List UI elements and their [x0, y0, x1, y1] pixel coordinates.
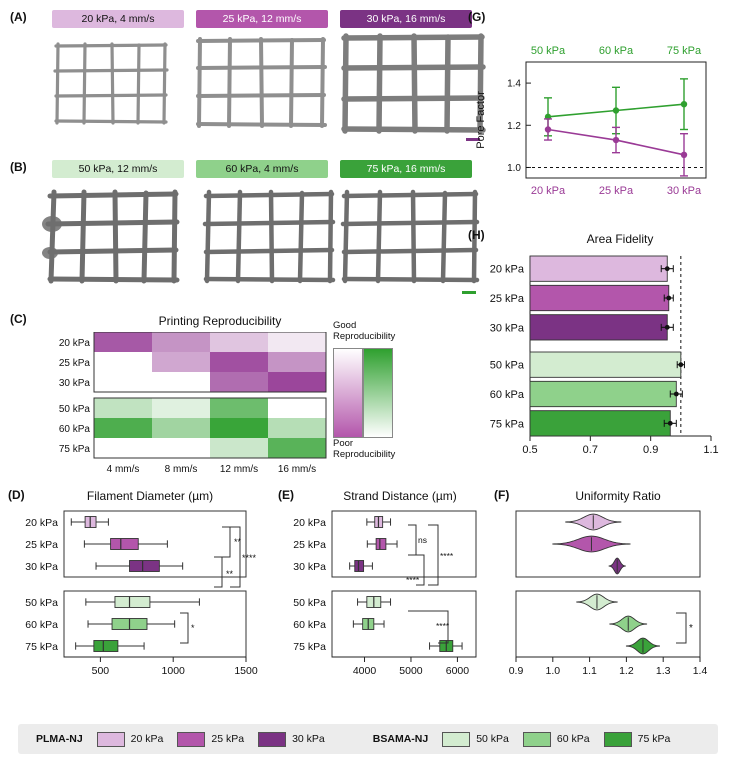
svg-text:1.0: 1.0: [507, 162, 521, 174]
panel-label-h: (H): [468, 228, 485, 242]
svg-text:1.4: 1.4: [507, 78, 521, 90]
strand-distance-chart: [288, 505, 496, 695]
scaffold-image-a1: [38, 30, 188, 145]
legend-label: 25 kPa: [211, 733, 245, 745]
colorbar-purple: [333, 348, 363, 438]
scaffold-image-b1: [36, 180, 196, 300]
condition-tag: 50 kPa, 12 mm/s: [52, 160, 184, 178]
panel-label-g: (G): [468, 10, 486, 24]
svg-text:75 kPa: 75 kPa: [489, 418, 524, 431]
colorbar-poor-label-line2: Reproducibility: [333, 449, 396, 460]
svg-text:5000: 5000: [399, 665, 423, 677]
svg-text:50 kPa: 50 kPa: [293, 597, 326, 609]
condition-tag: 60 kPa, 4 mm/s: [196, 160, 328, 178]
svg-text:50 kPa: 50 kPa: [58, 404, 90, 415]
svg-text:****: ****: [406, 575, 420, 585]
svg-text:20 kPa: 20 kPa: [58, 338, 90, 349]
area-fidelity-chart: [468, 248, 723, 468]
panel-a-tag-2-wrap: [196, 10, 328, 28]
svg-text:25 kPa: 25 kPa: [598, 185, 634, 197]
printing-reproducibility-heatmap: [36, 332, 330, 488]
svg-text:16 mm/s: 16 mm/s: [277, 464, 317, 475]
colorbar-good-label-line1: Good: [333, 320, 357, 331]
svg-text:1.3: 1.3: [655, 665, 671, 677]
svg-text:*: *: [689, 623, 693, 634]
svg-text:0.9: 0.9: [643, 444, 659, 456]
svg-text:****: ****: [440, 551, 454, 561]
panel-label-c: (C): [10, 312, 27, 326]
svg-text:30 kPa: 30 kPa: [666, 185, 702, 197]
svg-text:12 mm/s: 12 mm/s: [219, 464, 259, 475]
legend-label: 60 kPa: [556, 733, 590, 745]
pore-factor-chart: [468, 20, 718, 220]
legend-swatch: [258, 732, 286, 747]
svg-text:60 kPa: 60 kPa: [598, 45, 634, 57]
colorbar-green: [363, 348, 393, 438]
svg-text:1.2: 1.2: [619, 665, 634, 677]
condition-tag: 30 kPa, 16 mm/s: [340, 10, 472, 28]
legend-swatch: [604, 732, 632, 747]
legend-item: [177, 732, 244, 747]
svg-text:60 kPa: 60 kPa: [25, 619, 58, 631]
svg-text:1.4: 1.4: [692, 665, 708, 677]
svg-text:1.1: 1.1: [703, 444, 719, 456]
svg-text:50 kPa: 50 kPa: [489, 359, 524, 372]
condition-tag: 20 kPa, 4 mm/s: [52, 10, 184, 28]
svg-text:50 kPa: 50 kPa: [25, 597, 58, 609]
legend-item: [258, 732, 325, 747]
panel-a-tag-1-wrap: [52, 10, 184, 28]
condition-tag: 25 kPa, 12 mm/s: [196, 10, 328, 28]
panel-label-a: (A): [10, 10, 27, 24]
panel-b-tag-3-wrap: [340, 160, 472, 178]
legend-label: 75 kPa: [637, 733, 671, 745]
svg-text:8 mm/s: 8 mm/s: [164, 464, 198, 475]
panel-d-title: Filament Diameter (µm): [86, 489, 214, 503]
svg-text:25 kPa: 25 kPa: [489, 293, 524, 305]
legend-swatch: [97, 732, 125, 747]
svg-text:1.0: 1.0: [545, 665, 561, 677]
condition-tag: 75 kPa, 16 mm/s: [340, 160, 472, 178]
panel-c-title: Printing Reproducibility: [158, 314, 282, 328]
legend-group-1-title: PLMA-NJ: [36, 733, 83, 745]
svg-text:500: 500: [91, 665, 110, 677]
svg-text:30 kPa: 30 kPa: [58, 378, 90, 389]
svg-text:ns: ns: [418, 535, 427, 545]
scaffold-image-a2: [182, 27, 342, 149]
svg-text:4 mm/s: 4 mm/s: [106, 464, 140, 475]
filament-diameter-chart: [8, 505, 276, 695]
panel-label-d: (D): [8, 488, 25, 502]
panel-b-tag-1-wrap: [52, 160, 184, 178]
svg-text:**: **: [226, 569, 234, 579]
svg-text:1.1: 1.1: [582, 665, 597, 677]
svg-text:20 kPa: 20 kPa: [25, 517, 58, 529]
svg-text:20 kPa: 20 kPa: [489, 263, 524, 276]
svg-text:4000: 4000: [352, 665, 377, 677]
svg-text:1.2: 1.2: [507, 120, 521, 132]
svg-text:50 kPa: 50 kPa: [530, 45, 566, 57]
svg-text:30 kPa: 30 kPa: [489, 322, 524, 335]
legend-swatch: [523, 732, 551, 747]
svg-text:20 kPa: 20 kPa: [293, 517, 326, 529]
svg-text:****: ****: [242, 553, 257, 563]
svg-text:30 kPa: 30 kPa: [25, 561, 58, 573]
legend-swatch: [442, 732, 470, 747]
svg-text:75 kPa: 75 kPa: [666, 45, 702, 57]
svg-text:25 kPa: 25 kPa: [25, 539, 58, 551]
colorbar-poor-label-line1: Poor: [333, 438, 354, 449]
svg-text:0.9: 0.9: [508, 665, 524, 677]
scaffold-image-b2: [192, 180, 352, 300]
svg-text:75 kPa: 75 kPa: [25, 641, 58, 653]
svg-text:60 kPa: 60 kPa: [58, 424, 90, 435]
legend-label: 30 kPa: [292, 733, 325, 745]
panel-h-title: Area Fidelity: [586, 232, 654, 246]
legend-item: [523, 732, 590, 747]
svg-text:60 kPa: 60 kPa: [293, 619, 326, 631]
panel-f-title: Uniformity Ratio: [575, 489, 661, 503]
svg-text:25 kPa: 25 kPa: [58, 358, 90, 369]
panel-label-f: (F): [494, 488, 510, 502]
svg-text:75 kPa: 75 kPa: [58, 444, 90, 455]
svg-text:30 kPa: 30 kPa: [293, 561, 326, 573]
legend-swatch: [177, 732, 205, 747]
svg-text:25 kPa: 25 kPa: [293, 539, 326, 551]
colorbar-good-label-line2: Reproducibility: [333, 331, 396, 342]
svg-text:0.5: 0.5: [522, 444, 538, 456]
panel-b-tag-2-wrap: [196, 160, 328, 178]
panel-e-title: Strand Distance (µm): [343, 489, 457, 503]
svg-text:1500: 1500: [234, 665, 258, 677]
legend-label: 20 kPa: [130, 733, 164, 745]
figure-legend: [18, 724, 718, 754]
svg-text:6000: 6000: [445, 665, 470, 677]
svg-text:0.7: 0.7: [582, 444, 598, 456]
svg-text:20 kPa: 20 kPa: [530, 185, 566, 197]
legend-item: [604, 732, 671, 747]
svg-text:**: **: [234, 537, 242, 547]
panel-label-b: (B): [10, 160, 27, 174]
legend-item: [442, 732, 509, 747]
uniformity-ratio-chart: [500, 505, 720, 695]
legend-label: 50 kPa: [476, 733, 509, 745]
svg-text:75 kPa: 75 kPa: [293, 641, 326, 653]
svg-text:Pore Factor: Pore Factor: [475, 91, 487, 149]
svg-text:1000: 1000: [161, 665, 185, 677]
panel-label-e: (E): [278, 488, 294, 502]
svg-text:*: *: [191, 623, 195, 633]
svg-text:****: ****: [436, 621, 450, 631]
legend-item: [97, 732, 164, 747]
legend-group-2-title: BSAMA-NJ: [372, 733, 429, 745]
svg-text:60 kPa: 60 kPa: [489, 389, 524, 401]
